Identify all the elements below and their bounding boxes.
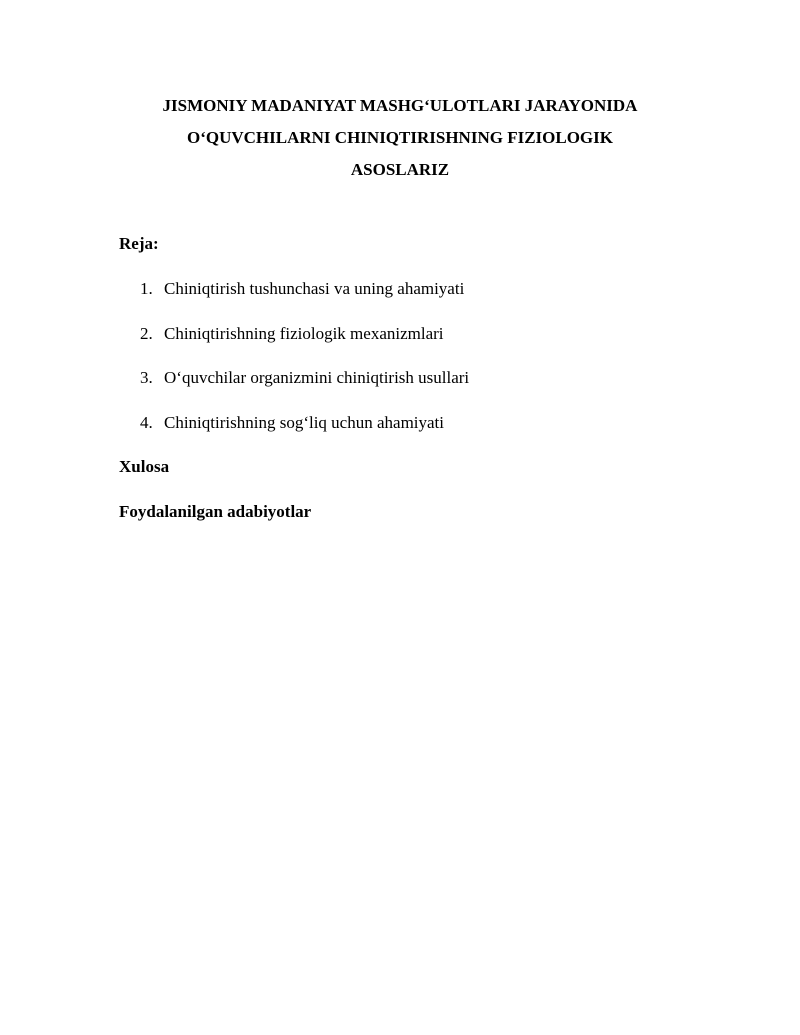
conclusion-heading: Xulosa [119, 457, 170, 476]
list-item-number: 3. [140, 368, 153, 388]
list-item-text: Chiniqtirish tushunchasi va uning ahamiyati [164, 279, 465, 298]
list-item [140, 278, 469, 323]
list-item-number: 4. [140, 412, 153, 432]
list-item [140, 367, 469, 412]
list-item-number: 1. [140, 279, 153, 298]
list-item-text: O‘quvchilar organizmini chiniqtirish usullari [164, 368, 470, 388]
list-item-text: Chiniqtirishning fiziologik mexanizmlari [164, 323, 444, 343]
plan-heading: Reja: [119, 234, 159, 253]
list-item [140, 412, 469, 457]
list-item-number: 2. [140, 323, 153, 343]
list-item [140, 323, 469, 368]
document-title [100, 90, 700, 186]
references-heading: Foydalanilgan adabiyotlar [119, 502, 312, 521]
title-line-1: JISMONIY MADANIYAT MASHG‘ULOTLARI JARAYONIDA [162, 96, 638, 115]
list-item-text: Chiniqtirishning sog‘liq uchun ahamiyati [164, 412, 445, 432]
title-line-2: O‘QUVCHILARNI CHINIQTIRISHNING FIZIOLOGIK [186, 128, 613, 147]
plan-list [140, 278, 469, 456]
title-line-3: ASOSLARIZ [350, 160, 450, 179]
